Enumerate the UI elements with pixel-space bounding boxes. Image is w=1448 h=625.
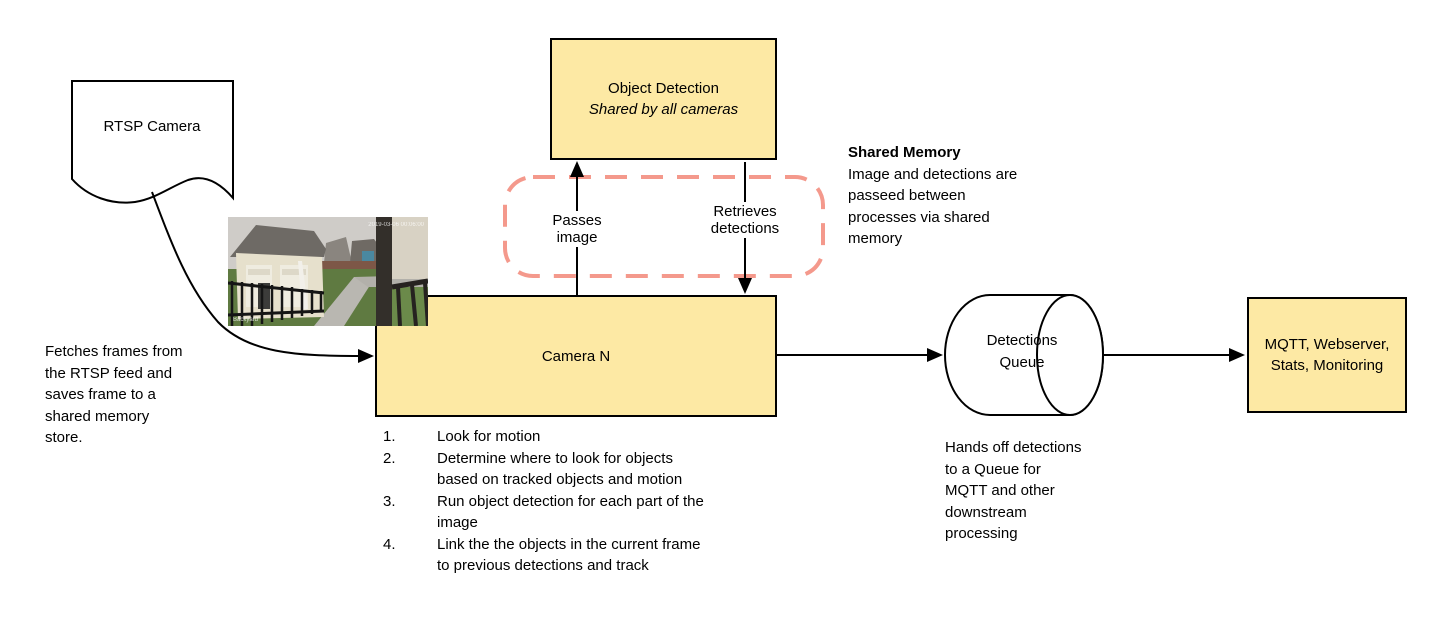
- arrowhead-camera-to-queue: [927, 348, 943, 362]
- fetch-note-line: store.: [45, 429, 83, 446]
- mqtt-webserver-box: MQTT, Webserver, Stats, Monitoring: [1247, 297, 1407, 413]
- shared-memory-note: [848, 142, 1017, 250]
- shared-memory-note-line: processes via shared: [848, 208, 990, 226]
- shared-memory-note-title: Shared Memory: [848, 144, 961, 161]
- shared-memory-note-line: passeed between: [848, 187, 966, 204]
- fetch-note-line: the RTSP feed and: [45, 364, 173, 382]
- rtsp-camera-shape: [72, 81, 233, 203]
- fetch-note-line: saves frame to a: [45, 386, 156, 403]
- arrowhead-queue-to-mqtt: [1229, 348, 1245, 362]
- camera-step: 3. Run object detection for each part of the image: [383, 492, 704, 531]
- object-detection-box: [550, 38, 777, 160]
- fetch-note: [45, 341, 183, 449]
- snapshot-location-label: Backyard: [233, 317, 259, 323]
- object-detection-title: Object Detection: [608, 80, 719, 97]
- fetch-note-line: shared memory: [45, 407, 150, 425]
- camera-n-label: Camera N: [541, 347, 611, 365]
- camera-n-box: [375, 295, 777, 417]
- snapshot-timestamp: 2019-03-06 00:06:00: [368, 222, 424, 228]
- porch-post: [376, 217, 392, 326]
- retrieves-detections-label: Retrieves detections: [693, 202, 797, 238]
- shared-memory-note-line: Image and detections are: [848, 165, 1018, 183]
- object-detection-subtitle: Shared by all cameras: [588, 101, 739, 118]
- camera-snapshot-image: [228, 217, 428, 326]
- camera-step: 2. Determine where to look for objects based on tracked objects and motion: [383, 449, 683, 488]
- shared-memory-note-line: memory: [848, 230, 903, 247]
- camera-steps-list: [383, 426, 767, 577]
- detections-queue-label: Detections Queue: [986, 332, 1058, 371]
- camera-step: 4. Link the the objects in the current frame to previous detections and track: [383, 535, 701, 574]
- arrowhead-retrieves-detections: [738, 278, 752, 294]
- fetch-note-line: Fetches frames from: [45, 343, 183, 360]
- arrowhead-passes-image: [570, 161, 584, 177]
- passes-image-label: Passes image: [537, 211, 617, 247]
- camera-step: 1. Look for motion: [383, 428, 541, 445]
- queue-note: Hands off detections to a Queue for MQTT and other downstream processing: [945, 439, 1082, 542]
- arrowhead-rtsp-to-camera: [358, 349, 374, 363]
- rtsp-camera-label: RTSP Camera: [103, 118, 201, 135]
